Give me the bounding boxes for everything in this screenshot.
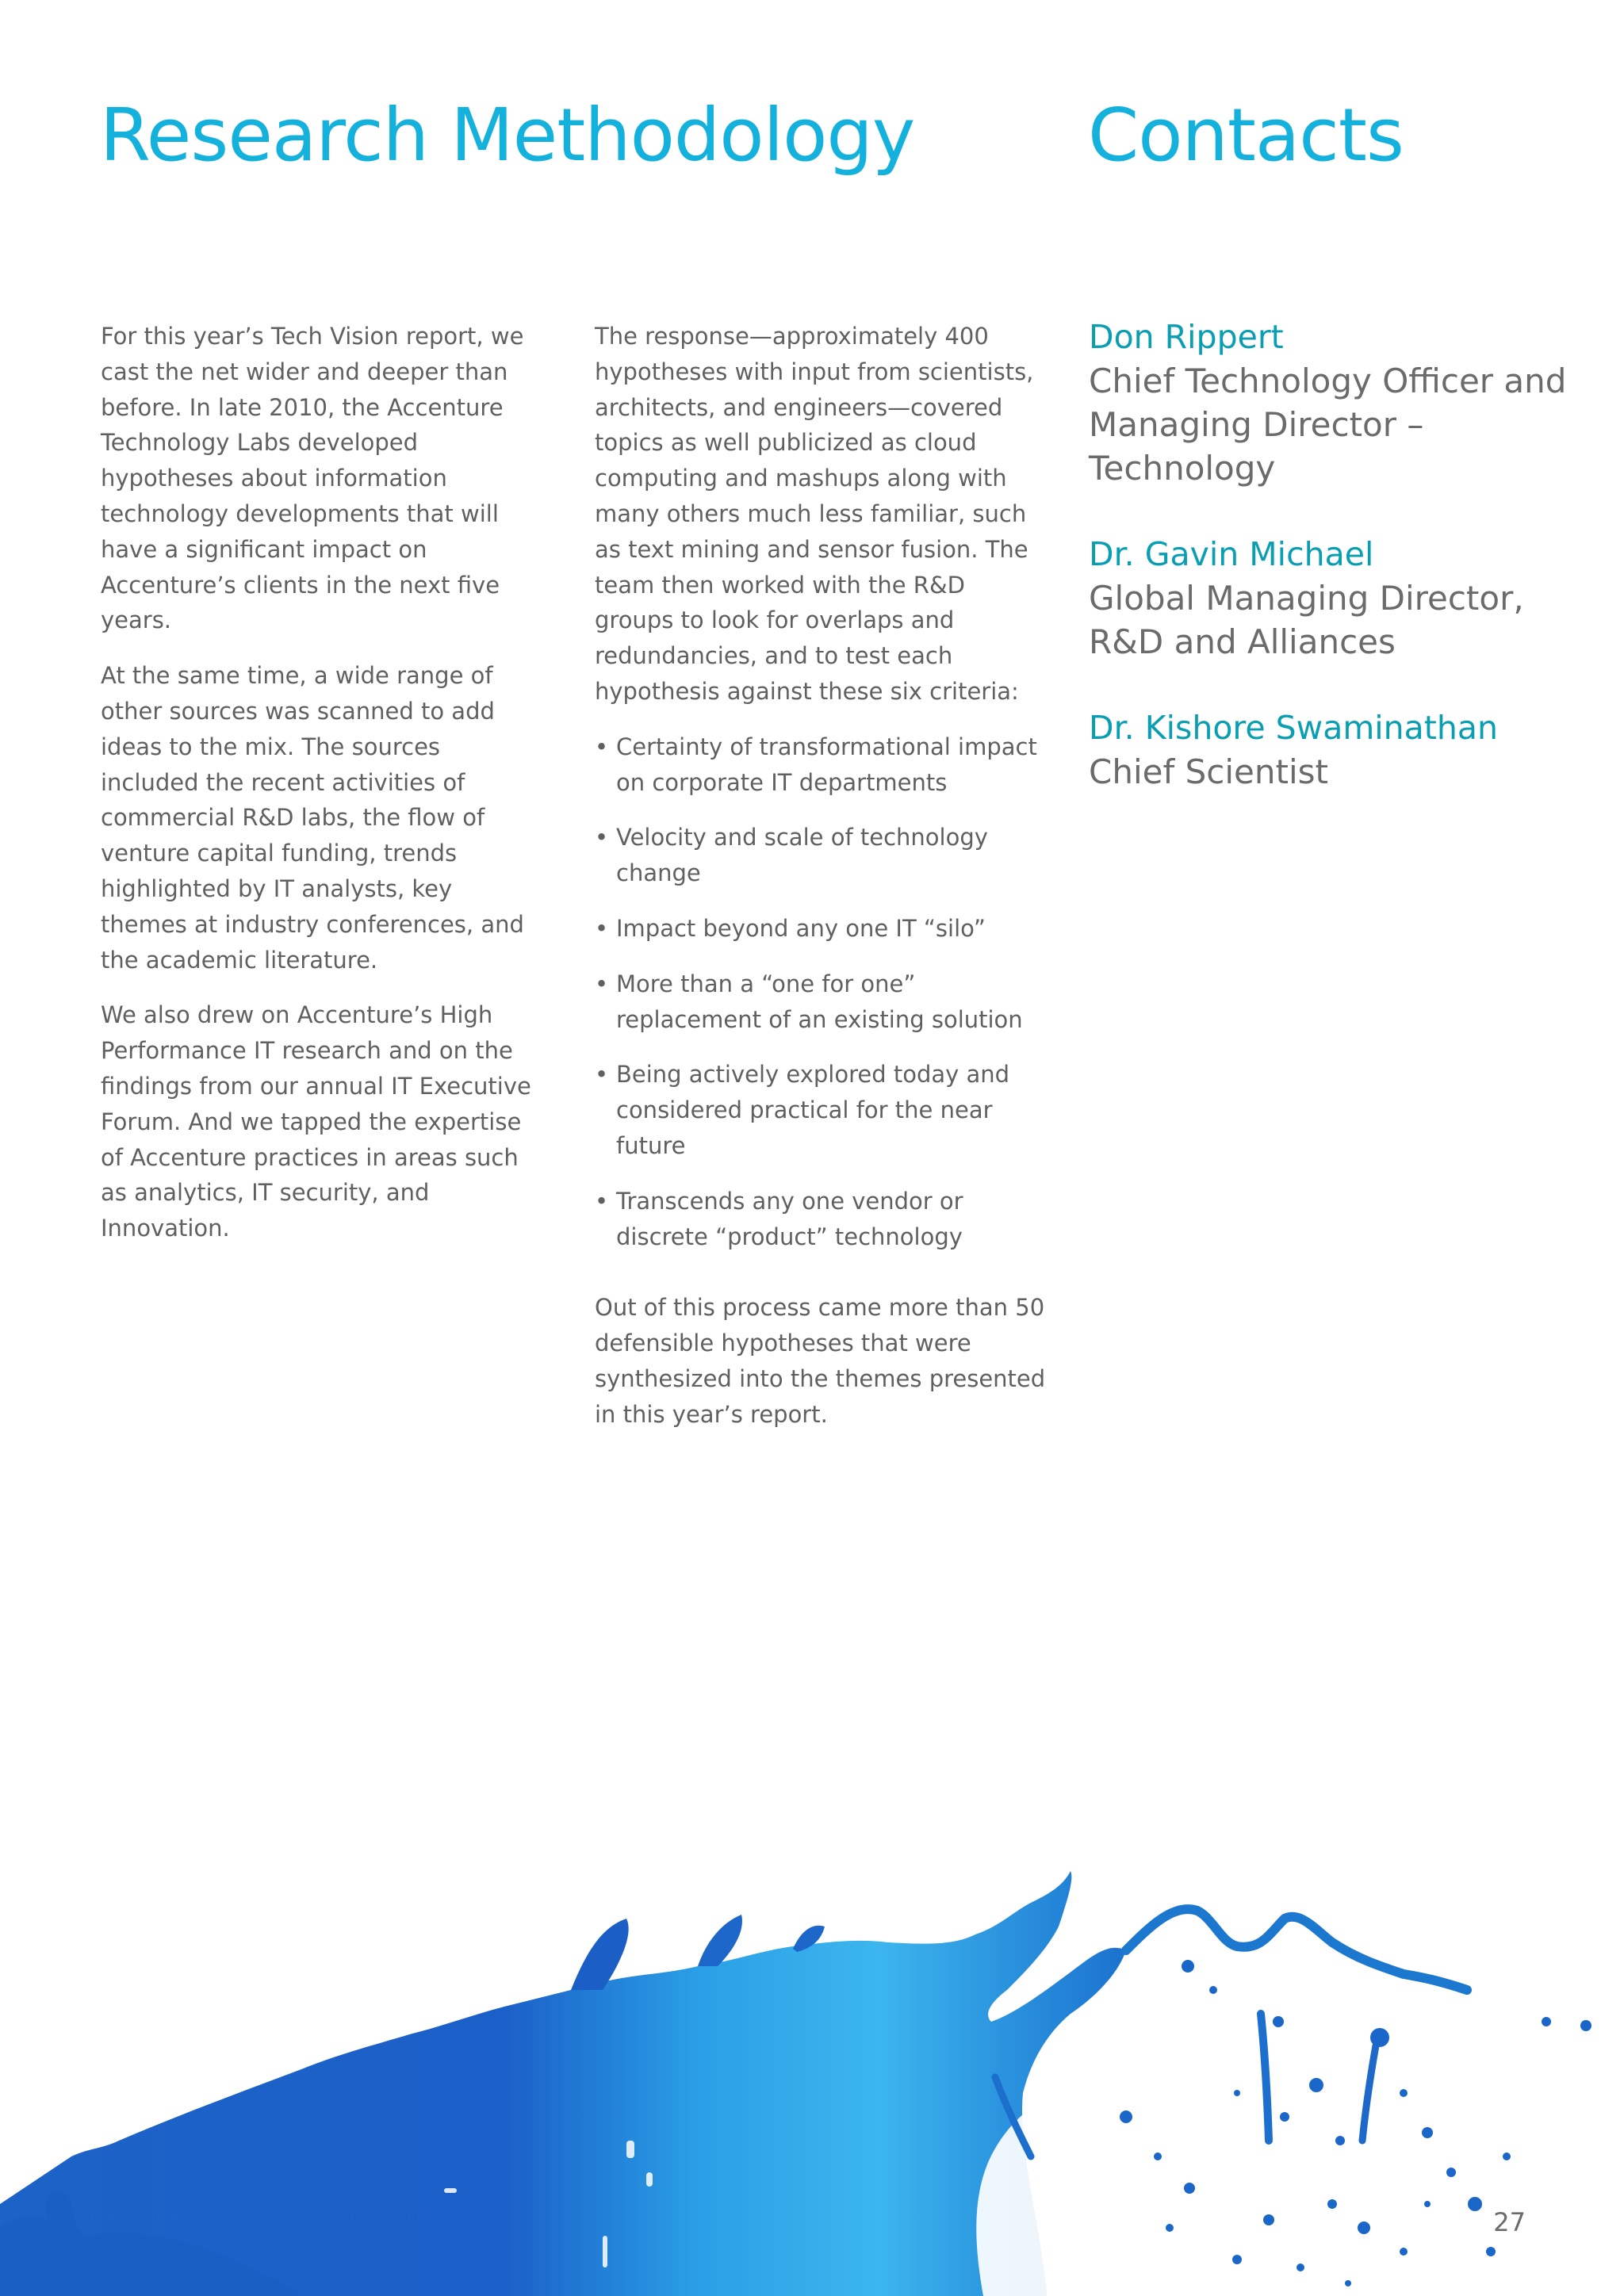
- bullet-icon: •: [595, 733, 609, 760]
- list-item-text: Transcends any one vendor or discrete “product” technology: [616, 1187, 963, 1250]
- splash-body: [0, 1871, 1126, 2296]
- paragraph: At the same time, a wide range of other sources was scanned to add ideas to the mix. The sources included the recent activities of commercial R&D labs, the flow of venture capital funding, trends highlighted by IT analysts, key themes at industry conferences, and the academic literature.: [101, 662, 524, 974]
- list-item: [595, 729, 1047, 801]
- contact-name: Dr. Kishore Swaminathan: [1089, 709, 1498, 747]
- methodology-column-left: [101, 319, 545, 1266]
- page-number: 27: [1493, 2207, 1526, 2237]
- list-item-text: Impact beyond any one IT “silo”: [616, 914, 986, 942]
- list-item-text: Velocity and scale of technology change: [616, 824, 988, 887]
- list-item: [595, 1057, 1047, 1163]
- contact-role: Chief Technology Officer and Managing Director – Technology: [1089, 362, 1567, 488]
- methodology-column-middle: [595, 319, 1047, 1452]
- paragraph-intro: The response—approximately 400 hypotheses with input from scientists, architects, and engineers—covered topics as well publicized as cloud computing and mashups along with many others much less familiar, such as text mining and sensor fusion. The team then worked with the R&D groups to look for overlaps and redundancies, and to test each hypothesis against these six criteria:: [595, 323, 1034, 705]
- list-item-text: Being actively explored today and considered practical for the near future: [616, 1061, 1010, 1159]
- splash-tendril: [1362, 2045, 1376, 2141]
- contact-name: Don Rippert: [1089, 318, 1284, 356]
- bullet-icon: •: [595, 1061, 609, 1089]
- splash-tendril: [1126, 1909, 1467, 1990]
- contact-role: Chief Scientist: [1089, 752, 1328, 791]
- page-title-research-methodology: Research Methodology: [100, 93, 915, 178]
- paragraph: For this year’s Tech Vision report, we cast the net wider and deeper than before. In late 2010, the Accenture Technology Labs developed hypotheses about information technology developments that will have a significant impact on Accenture’s clients in the next five years.: [101, 323, 524, 634]
- paint-splash-illustration: [0, 1855, 1624, 2296]
- criteria-list: [595, 729, 1047, 1255]
- contact-entry: [1089, 533, 1596, 664]
- list-item: [595, 966, 1047, 1038]
- list-item: [595, 911, 1047, 947]
- list-item-text: Certainty of transformational impact on corporate IT departments: [616, 733, 1037, 796]
- splash-tendril: [1261, 2014, 1269, 2141]
- contacts-list: [1089, 316, 1596, 836]
- bullet-icon: •: [595, 1187, 609, 1215]
- list-item: [595, 820, 1047, 891]
- list-item: [595, 1184, 1047, 1255]
- contact-entry: [1089, 706, 1596, 794]
- paragraph: We also drew on Accenture’s High Performance IT research and on the findings from our annual IT Executive Forum. And we tapped the expertise of Accenture practices in areas such as analytics, IT security, and Innovation.: [101, 1001, 531, 1242]
- contact-entry: [1089, 316, 1596, 490]
- page-title-contacts: Contacts: [1088, 93, 1404, 178]
- list-item-text: More than a “one for one” replacement of an existing solution: [616, 970, 1023, 1033]
- bullet-icon: •: [595, 914, 609, 942]
- contact-name: Dr. Gavin Michael: [1089, 535, 1374, 573]
- paragraph-closing: Out of this process came more than 50 defensible hypotheses that were synthesized into the themes presented in this year’s report.: [595, 1294, 1046, 1428]
- splash-droplets: [1120, 1960, 1591, 2286]
- bullet-icon: •: [595, 824, 609, 851]
- bullet-icon: •: [595, 970, 609, 997]
- splash-crest: [698, 1915, 742, 1966]
- contact-role: Global Managing Director, R&D and Alliances: [1089, 579, 1524, 661]
